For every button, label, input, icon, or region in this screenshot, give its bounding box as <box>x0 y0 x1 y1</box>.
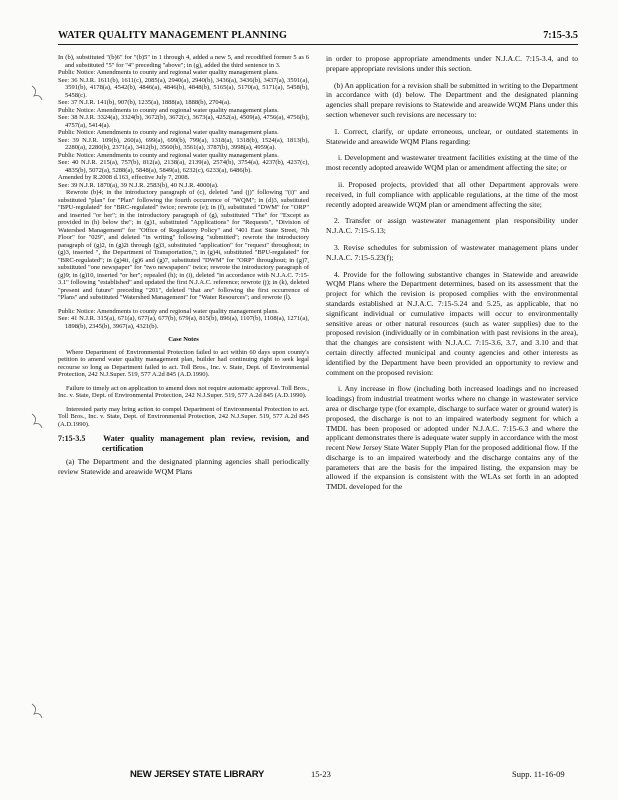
case-note: Where Department of Environmental Protection failed to act within 60 days upon county's petition to amend water quality management plan, builder had continuing right to seek legal recourse so long as Department failed to act. Toll Bros., Inc. v. State, Dept. of Environmental Protection, 242 N.J.Super. 519, 577 A.2d 845 (A.D.1990). <box>58 348 309 378</box>
paragraph-b2: 2. Transfer or assign wastewater management plan responsibility under N.J.A.C. 7:15-5.13; <box>326 216 578 236</box>
page-footer <box>0 768 618 782</box>
history-citation: See: 39 N.J.R. 109(b), 260(a), 699(a), 699(b), 799(a), 1318(a), 1318(b), 1524(a), 1813(b), 2280(a), 2280(b), 2371(a), 3412(b), 3560(b), 3561(a), 3787(b), 3998(a), 4959(a). <box>58 136 309 151</box>
paragraph-continuation: in order to propose appropriate amendments under N.J.A.C. 7:15-3.4, and to prepare appropriate revisions under this section. <box>326 54 578 73</box>
right-column <box>326 54 578 499</box>
case-note: Interested party may bring action to compel Department of Environmental Protection to act. Toll Bros., Inc. v. State, Dept. of Environmental Protection, 242 N.J.Super. 519, 577 A.2d 845 (A.D.1990). <box>58 405 309 428</box>
case-note: Failure to timely act on application to amend does not require automatic approval. Toll Bros., Inc. v. State, Dept. of Environmental Protection, 242 N.J.Super. 519, 577 A.2d 845 (A.D.1990). <box>58 384 309 399</box>
paragraph-b1-i: i. Development and wastewater treatment facilities existing at the time of the most recently adopted areawide WQM plan or amendment affecting the site; or <box>326 153 578 173</box>
page-number: 15-23 <box>311 769 331 779</box>
public-notice: Public Notice: Amendments to county and regional water quality management plans. <box>58 307 279 315</box>
history-citation: See: 39 N.J.R. 1870(a), 39 N.J.R. 2583(b), 40 N.J.R. 4000(a). <box>58 181 219 189</box>
public-notice: Public Notice: Amendments to county and regional water quality management plans. <box>58 129 279 136</box>
margin-mark <box>30 700 44 720</box>
history-citation: See: 41 N.J.R. 315(a), 671(a), 677(a), 677(b), 679(a), 815(b), 896(a), 1107(b), 1108(a), 1271(a), 1898(b), 2345(b), 3967(a), 4321(b). <box>58 315 309 330</box>
amendment-note: Amended by R.2008 d.163, effective July 7, 2008. <box>58 174 190 181</box>
margin-mark <box>30 82 44 102</box>
history-citation: See: 40 N.J.R. 215(a), 757(b), 812(a), 2138(a), 2139(a), 2574(b), 3754(a), 4237(b), 4237(c), 4835(b), 5072(a), 5288(a), 5848(a), 5849(a), 6232(c), 6233(a), 6486(b). <box>58 159 309 174</box>
public-notice: Public Notice: Amendments to county and regional water quality management plans. <box>58 69 279 76</box>
paragraph-b1-ii: ii. Proposed projects, provided that all other Department approvals were received, in full compliance with applicable regulations, at the time of the most recently adopted areawide WQM plan or amendment affecting the site; <box>326 179 578 209</box>
library-stamp: NEW JERSEY STATE LIBRARY <box>130 769 265 780</box>
public-notice: Public Notice: Amendments to county and regional water quality management plans. <box>58 151 279 159</box>
supplement-date: Supp. 11-16-09 <box>512 769 565 779</box>
case-notes-heading: Case Notes <box>168 336 199 343</box>
paragraph-b3: 3. Revise schedules for submission of wastewater management plans under N.J.A.C. 7:15-5.23(f); <box>326 242 578 262</box>
paragraph-b4: 4. Provide for the following substantive changes in Statewide and areawide WQM Plans where the Department determines, based on its assessment that the project for which the revision is proposed complies with the environmental standards established at N.J.A.C. 7:15-5.24 and 5.25, as applicable, that no significant individual or cumulative impacts will occur to environmentally sensitive areas or other natural resources (such as water supplies) due to the proposed revision (individually or in combination with past revisions in the area), that the changes are consistent with N.J.A.C. 7:15-3.6, 3.7, and 3.10 and that certain directly affected municipal and county agencies and other interests as identified by the Department have been provided an opportunity to review and comment on the proposed revision: <box>326 269 578 377</box>
left-column <box>58 54 309 477</box>
history-citation: See: 38 N.J.R. 3324(a), 3324(b), 3672(b), 3672(c), 3673(a), 4252(a), 4509(a), 4756(a), 4756(b), 4757(a), 5414(a). <box>58 114 309 129</box>
section-heading <box>58 434 309 454</box>
section-heading-title: Water quality management plan review, revision, and certification <box>102 434 309 453</box>
paragraph-b1: 1. Correct, clarify, or update erroneous, unclear, or outdated statements in Statewide and areawide WQM Plans regarding: <box>326 126 578 146</box>
section-number-header: 7:15-3.5 <box>543 30 578 41</box>
public-notice: Public Notice: Amendments to county and regional water quality management plans. <box>58 106 279 114</box>
history-citation: See: 37 N.J.R. 141(b), 907(b), 1235(a), 1888(a), 1888(b), 2704(a). <box>58 99 231 106</box>
margin-mark <box>30 410 44 430</box>
paragraph-b: (b) An application for a revision shall be submitted in writing to the Department in accordance with (d) below. The Department and the designated planning agencies shall prepare revisions to Statewide and areawide WQM Plans under this section whenever such revisions are necessary to: <box>326 80 578 119</box>
history-note: In (b), substituted "(b)6" for "(b)5" in 1 through 4, added a new 5, and recodified former 5 as 6 and substituted "5" for "4" preceding "above"; in (g), added the third sentence in 3. <box>58 54 309 69</box>
paragraph-b4-i: i. Any increase in flow (including both increased loadings and no increased loadings) from industrial treatment works where no change in wastewater service area or discharge type (for example, discharge to surface water or ground water) is proposed, the discharge is not to an impaired waterbody segment for which a TMDL has been proposed or adopted under N.J.A.C. 7:15-6.3 and where the applicant demonstrates there is adequate water supply in accordance with the most recent New Jersey State Water Supply Plan for the proposed additional flow. If the discharge is to an impaired waterbody and the discharge contains any of the parameters that are the basis for the impaired listing, the expansion may be allowed if the expansion is consistent with the WLAs set forth in an adopted TMDL developed for the <box>326 384 578 492</box>
chapter-title: WATER QUALITY MANAGEMENT PLANNING <box>58 30 288 41</box>
section-body-text: (a) The Department and the designated planning agencies shall periodically review Statewide and areawide WQM Plans <box>58 457 309 476</box>
running-header <box>58 30 578 45</box>
section-heading-number: 7:15-3.5 <box>58 434 86 443</box>
amendment-description: Rewrote (b)4; in the introductory paragraph of (c), deleted "and (j)" following "(i)" and substituted "plan" for "Plan" following the fourth occurrence of "WQM"; in (d)3, substituted "BPU-regulated" for "BRC-regulated" twice; rewrote (e); in (f), substituted "DWM" for "ORP" and inserted "or her"; in the introductory paragraph of (g), substituted "The" for "Except as provided in (h) below the"; in (g)1, substituted "Applications" for "Requests", "Division of Watershed Management" for "Office of Regulatory Policy" and "401 East State Street, 7th Floor" for "029", and deleted "in writing" following "submitted"; rewrote the introductory paragraph of (g)2, in (g)2i through (g)3, substituted "application" for "request" throughout; in (g)3, inserted ", the Department of Transportation,"; in (g)4i, substituted "BPU-regulated" for "BRC-regulated"; in (g)4ii, (g)6 and (g)7, substituted "DWM" for "ORP" throughout; in (g)7, substituted "one newspaper" for "two newspapers" twice; rewrote the introductory paragraph of (g)9; in (g)10, inserted "or her"; repealed (h); in (i), deleted "in accordance with N.J.A.C. 7:15-3.1" following "established" and updated the first N.J.A.C. reference; rewrote (j); in (k), deleted "present and future" preceding "201", deleted "that are" following the first occurrence of "Plans" and substituted "Watershed Management" for "Water Resources"; and rewrote (l). <box>58 189 309 301</box>
history-citation: See: 36 N.J.R. 1611(b), 1611(c), 2085(a), 2940(a), 2940(b), 3436(a), 3436(b), 3437(a), 3591(a), 3591(b), 4178(a), 4542(b), 4846(a), 4846(b), 4848(b), 5165(a), 5170(a), 5171(a), 5458(b), 5458(c). <box>58 76 309 99</box>
